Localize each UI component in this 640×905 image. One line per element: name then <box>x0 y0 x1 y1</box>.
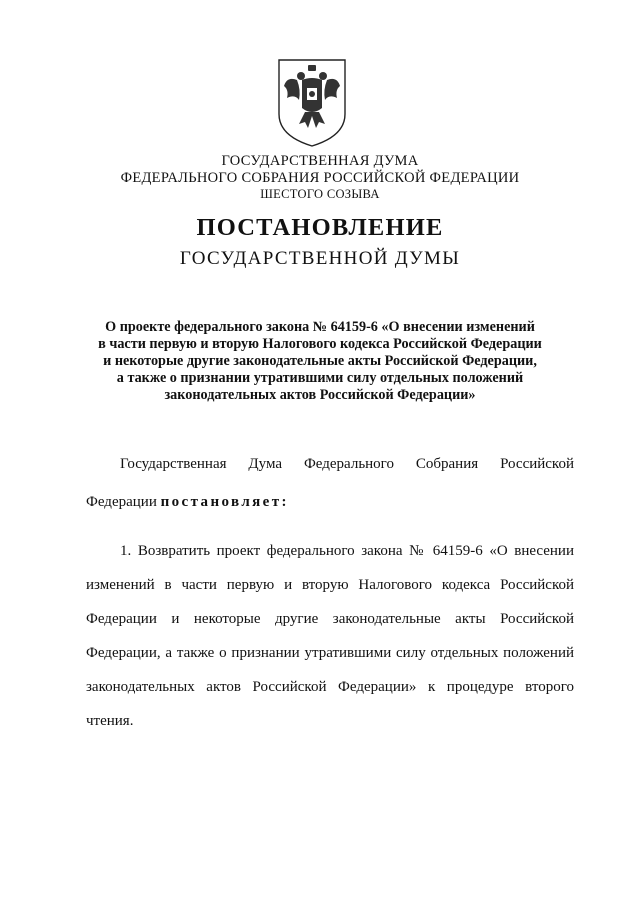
preamble-text: Федерации <box>86 494 161 510</box>
subject-block <box>60 319 580 404</box>
clause-line: 1. Возвратить проект федерального закона № 64159-6 «О внесении <box>120 543 574 559</box>
document-title: ПОСТАНОВЛЕНИЕ <box>196 214 444 241</box>
clause-line: законодательных актов Российской Федерации» к процедуре второго <box>86 679 574 695</box>
preamble-line <box>86 494 574 511</box>
clause-line: чтения. <box>86 713 134 729</box>
header-line-duma: ГОСУДАРСТВЕННАЯ ДУМА <box>221 153 419 169</box>
russian-coat-of-arms-icon <box>275 56 349 148</box>
resolves-word: постановляет: <box>160 494 289 510</box>
clause-line: Федерации, а также о признании утратившими силу отдельных положений <box>86 645 574 661</box>
preamble-line: Государственная Дума Федерального Собрания Российской <box>120 456 574 472</box>
document-subtitle: ГОСУДАРСТВЕННОЙ ДУМЫ <box>179 248 461 269</box>
header-line-convocation: ШЕСТОГО СОЗЫВА <box>260 187 380 201</box>
subject-line: законодательных актов Российской Федерации» <box>164 387 476 403</box>
clause-line: Федерации и некоторые другие законодательные акты Российской <box>86 611 574 627</box>
header-line-assembly: ФЕДЕРАЛЬНОГО СОБРАНИЯ РОССИЙСКОЙ ФЕДЕРАЦИИ <box>120 170 520 186</box>
subject-line: в части первую и вторую Налогового кодекса Российской Федерации <box>98 336 542 352</box>
subject-line: О проекте федерального закона № 64159-6 «О внесении изменений <box>105 319 535 335</box>
subject-line: а также о признании утратившими силу отдельных положений <box>116 370 524 386</box>
subject-line: и некоторые другие законодательные акты Российской Федерации, <box>103 353 537 369</box>
clause-line: изменений в части первую и вторую Налогового кодекса Российской <box>86 577 574 593</box>
